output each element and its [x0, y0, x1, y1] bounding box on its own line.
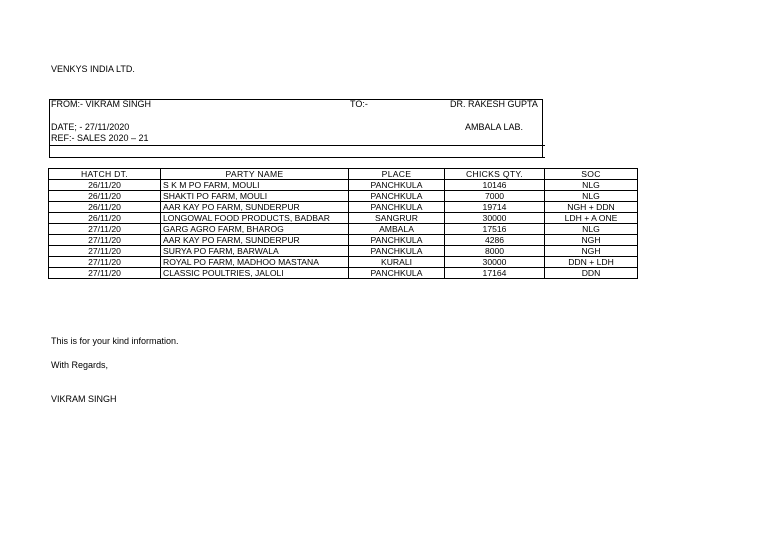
table-row — [49, 235, 638, 246]
cell-party-name: AAR KAY PO FARM, SUNDERPUR — [161, 202, 349, 213]
cell-place: KURALI — [349, 257, 445, 268]
cell-hatch-date: 27/11/20 — [49, 268, 161, 279]
cell-party-name: SHAKTI PO FARM, MOULI — [161, 191, 349, 202]
cell-chicks-qty: 17516 — [445, 224, 545, 235]
cell-party-name: CLASSIC POULTRIES, JALOLI — [161, 268, 349, 279]
to-location: AMBALA LAB. — [465, 122, 524, 132]
cell-soc: DDN + LDH — [545, 257, 638, 268]
table-row — [49, 257, 638, 268]
table-header-row — [49, 169, 638, 180]
col-hatch-date: HATCH DT. — [49, 169, 161, 180]
cell-chicks-qty: 30000 — [445, 213, 545, 224]
col-place: PLACE — [349, 169, 445, 180]
cell-party-name: LONGOWAL FOOD PRODUCTS, BADBAR — [161, 213, 349, 224]
cell-hatch-date: 26/11/20 — [49, 191, 161, 202]
cell-hatch-date: 26/11/20 — [49, 213, 161, 224]
col-party-name: PARTY NAME — [161, 169, 349, 180]
cell-party-name: S K M PO FARM, MOULI — [161, 180, 349, 191]
cell-chicks-qty: 30000 — [445, 257, 545, 268]
header-bottom-border — [49, 157, 545, 158]
table-row — [49, 224, 638, 235]
header-left-edge — [49, 145, 50, 157]
cell-place: PANCHKULA — [349, 268, 445, 279]
cell-place: AMBALA — [349, 224, 445, 235]
date-line: DATE; - 27/11/2020 — [51, 122, 130, 132]
table-row — [49, 202, 638, 213]
header-divider — [49, 145, 545, 146]
cell-soc: NLG — [545, 224, 638, 235]
cell-place: PANCHKULA — [349, 191, 445, 202]
to-label: TO:- — [350, 99, 368, 109]
cell-hatch-date: 27/11/20 — [49, 246, 161, 257]
cell-hatch-date: 27/11/20 — [49, 224, 161, 235]
memo-header-box — [49, 99, 543, 146]
cell-soc: NGH + DDN — [545, 202, 638, 213]
cell-place: PANCHKULA — [349, 235, 445, 246]
cell-hatch-date: 27/11/20 — [49, 257, 161, 268]
cell-place: PANCHKULA — [349, 246, 445, 257]
cell-chicks-qty: 19714 — [445, 202, 545, 213]
regards-text: With Regards, — [51, 360, 109, 370]
cell-place: PANCHKULA — [349, 202, 445, 213]
cell-chicks-qty: 4286 — [445, 235, 545, 246]
cell-hatch-date: 27/11/20 — [49, 235, 161, 246]
table-row — [49, 268, 638, 279]
cell-soc: NGH — [545, 235, 638, 246]
cell-soc: LDH + A ONE — [545, 213, 638, 224]
to-name: DR. RAKESH GUPTA — [450, 99, 538, 109]
cell-party-name: ROYAL PO FARM, MADHOO MASTANA — [161, 257, 349, 268]
cell-soc: NLG — [545, 191, 638, 202]
cell-soc: NLG — [545, 180, 638, 191]
cell-party-name: GARG AGRO FARM, BHAROG — [161, 224, 349, 235]
ref-line: REF:- SALES 2020 – 21 — [51, 133, 149, 143]
table-row — [49, 213, 638, 224]
cell-chicks-qty: 7000 — [445, 191, 545, 202]
company-name: VENKYS INDIA LTD. — [51, 64, 135, 74]
cell-party-name: AAR KAY PO FARM, SUNDERPUR — [161, 235, 349, 246]
cell-soc: NGH — [545, 246, 638, 257]
sales-table — [48, 168, 638, 279]
signer-name: VIKRAM SINGH — [51, 394, 117, 404]
table-row — [49, 246, 638, 257]
header-right-edge — [542, 145, 543, 157]
cell-hatch-date: 26/11/20 — [49, 202, 161, 213]
col-soc: SOC — [545, 169, 638, 180]
table-row — [49, 180, 638, 191]
col-chicks-qty: CHICKS QTY. — [445, 169, 545, 180]
from-line: FROM:- VIKRAM SINGH — [51, 99, 152, 109]
info-text: This is for your kind information. — [51, 336, 179, 346]
cell-hatch-date: 26/11/20 — [49, 180, 161, 191]
cell-soc: DDN — [545, 268, 638, 279]
cell-chicks-qty: 10146 — [445, 180, 545, 191]
cell-place: PANCHKULA — [349, 180, 445, 191]
cell-place: SANGRUR — [349, 213, 445, 224]
table-row — [49, 191, 638, 202]
cell-party-name: SURYA PO FARM, BARWALA — [161, 246, 349, 257]
cell-chicks-qty: 8000 — [445, 246, 545, 257]
cell-chicks-qty: 17164 — [445, 268, 545, 279]
